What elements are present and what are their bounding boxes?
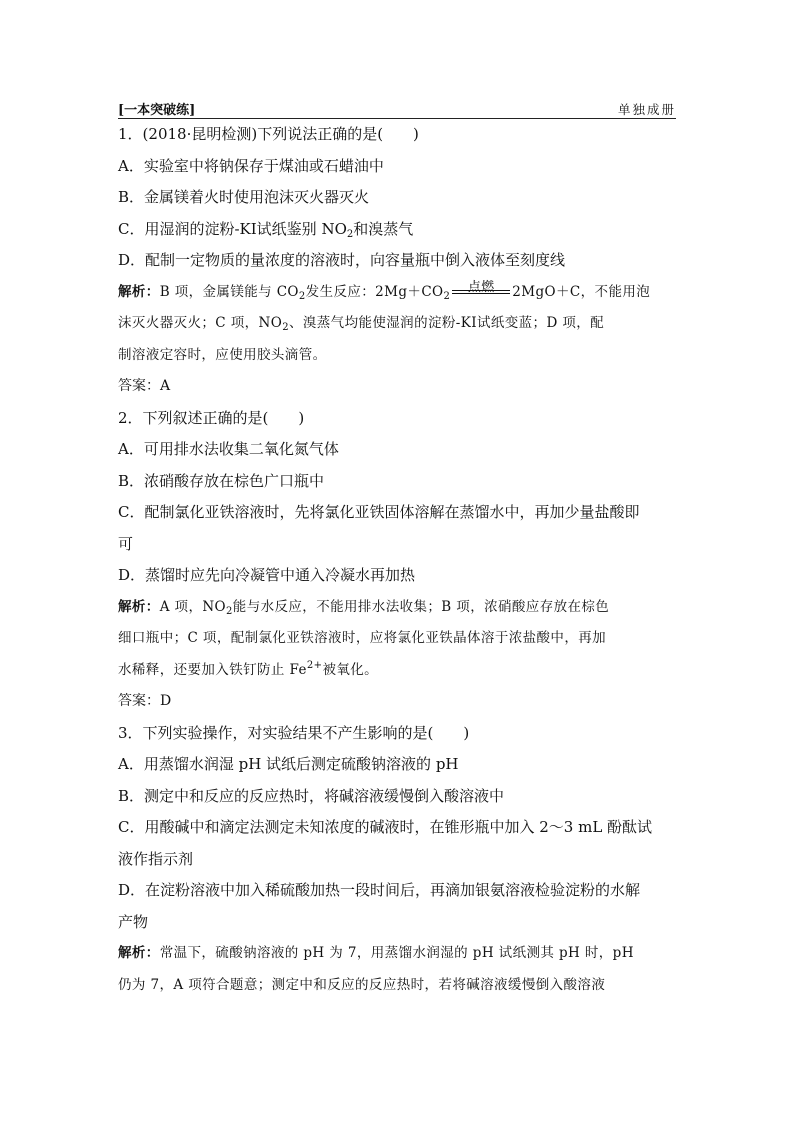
document-page <box>118 92 676 1001</box>
q2-option-d: D．蒸馏时应先向冷凝管中通入冷凝水再加热 <box>118 566 416 584</box>
q2-option-b: B．浓硝酸存放在棕色广口瓶中 <box>118 471 325 490</box>
q1-answer: 答案：A <box>118 378 171 394</box>
booklet-note: 单独成册 <box>617 102 676 117</box>
q2-option-a: A．可用排水法收集二氧化氮气体 <box>118 440 339 458</box>
q2-explanation-line3: 水稀释，还要加入铁钉防止 $Fe^{2+}$被氧化。 <box>118 659 379 678</box>
q2-option-c-line2: 可 <box>118 534 134 553</box>
q1-stem: 1．(2018·昆明检测)下列说法正确的是( ) <box>118 125 419 143</box>
q3-option-c-line1: C．用酸碱中和滴定法测定未知浓度的碱液时，在锥形瓶中加入 2～3 mL 酚酞试 <box>118 818 653 836</box>
q3-option-a: A．用蒸馏水润湿 pH 试纸后测定硫酸钠溶液的 pH <box>118 755 459 773</box>
q3-option-b: B．测定中和反应的反应热时，将碱溶液缓慢倒入酸溶液中 <box>118 786 505 805</box>
q1-option-b: B．金属镁着火时使用泡沫灭火器灭火 <box>118 188 370 206</box>
q1-option-c: C．用湿润的淀粉-KI试纸鉴别 $NO_2$和溴蒸气 <box>118 219 414 240</box>
reaction-condition-arrow: 点燃 <box>452 285 510 299</box>
q3-option-c-line2: 液作指示剂 <box>118 849 194 868</box>
q2-answer: 答案：D <box>118 693 172 709</box>
q1-explanation-line3: 制溶液定容时，应使用胶头滴管。 <box>118 346 327 363</box>
section-title: [一本突破练] <box>118 103 196 118</box>
q2-explanation-line1: 解析：A 项，$NO_2$能与水反应，不能用排水法收集；B 项，浓硝酸应存放在棕色 <box>118 598 610 617</box>
q1-explanation-line2: 沫灭火器灭火；C 项，$NO_2$、溴蒸气均能使湿润的淀粉-KI试纸变蓝；D 项，配 <box>118 315 605 333</box>
q3-explanation-line2: 仍为 7，A 项符合题意；测定中和反应的反应热时，若将碱溶液缓慢倒入酸溶液 <box>118 976 606 993</box>
q1-explanation-line1: 解析：B 项，金属镁能与 $CO_2$发生反应：$2Mg+CO_2$ 点燃 2MgO＋C，不能用泡 <box>118 280 651 302</box>
q3-option-d-line1: D．在淀粉溶液中加入稀硫酸加热一段时间后，再滴加银氨溶液检验淀粉的水解 <box>118 881 641 899</box>
q1-option-d: D．配制一定物质的量浓度的溶液时，向容量瓶中倒入液体至刻度线 <box>118 251 566 269</box>
q3-option-d-line2: 产物 <box>118 912 149 931</box>
q2-explanation-line2: 细口瓶中；C 项，配制氯化亚铁溶液时，应将氯化亚铁晶体溶于浓盐酸中，再加 <box>118 630 607 646</box>
q3-explanation-line1: 解析：常温下，硫酸钠溶液的 pH 为 7，用蒸馏水润湿的 pH 试纸测其 pH 时，pH <box>118 945 634 961</box>
q3-stem: 3．下列实验操作，对实验结果不产生影响的是( ) <box>118 723 470 742</box>
q2-stem: 2．下列叙述正确的是( ) <box>118 408 305 427</box>
page-header <box>118 92 676 119</box>
q1-option-a: A．实验室中将钠保存于煤油或石蜡油中 <box>118 156 384 175</box>
q2-option-c-line1: C．配制氯化亚铁溶液时，先将氯化亚铁固体溶解在蒸馏水中，再加少量盐酸即 <box>118 503 640 521</box>
